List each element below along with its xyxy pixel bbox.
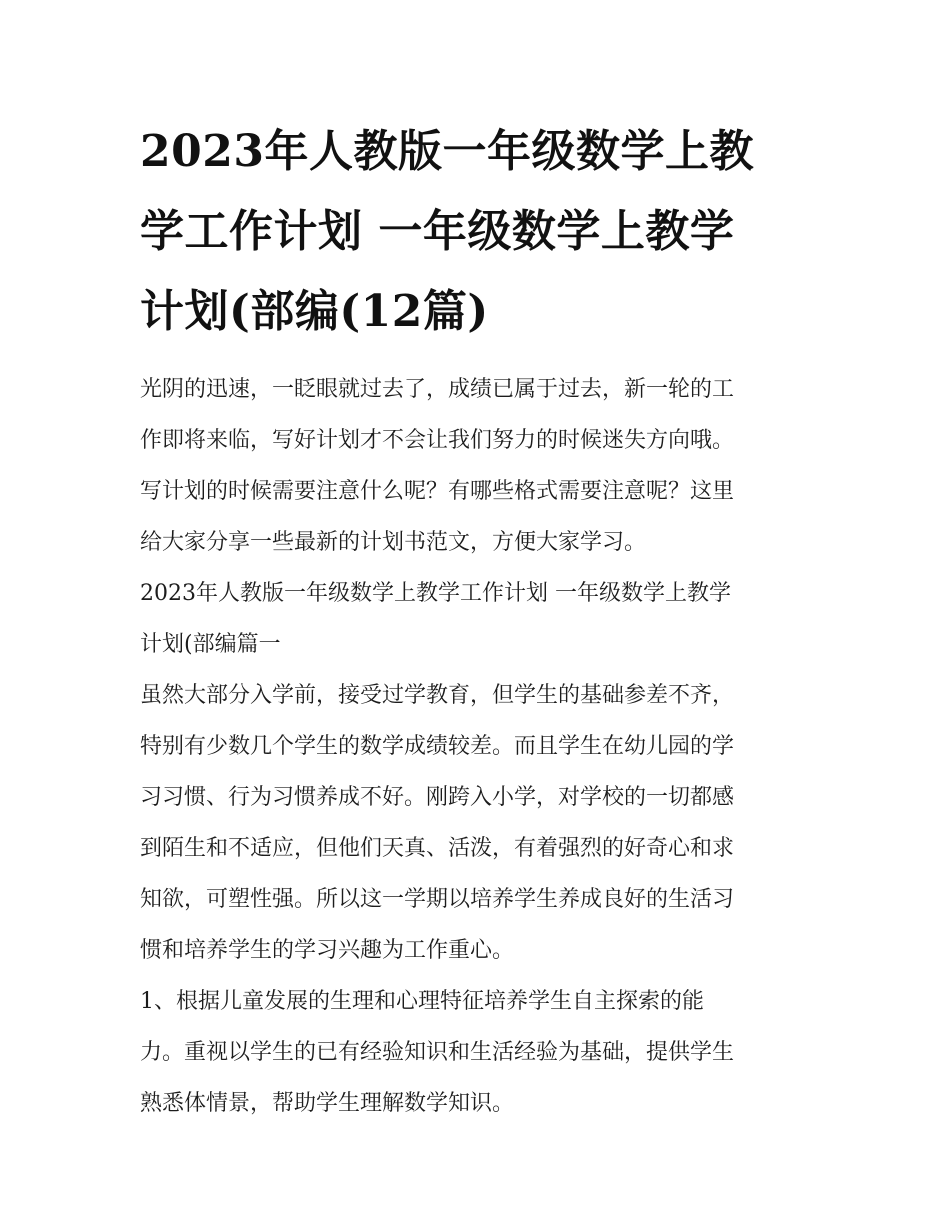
intro-line-3: 写计划的时候需要注意什么呢？有哪些格式需要注意呢？这里 xyxy=(140,479,735,504)
intro-line-4: 给大家分享一些最新的计划书范文，方便大家学习。 xyxy=(140,530,647,555)
title-line-2: 学工作计划 一年级数学上教学 xyxy=(140,206,735,257)
list-item-1-line-2: 力。重视以学生的已有经验知识和生活经验为基础，提供学生 xyxy=(140,1040,735,1065)
title-line-3: 计划(部编(12篇) xyxy=(140,286,489,337)
paragraph-line-3: 习习惯、行为习惯养成不好。刚跨入小学，对学校的一切都感 xyxy=(140,785,735,810)
paragraph-line-4: 到陌生和不适应，但他们天真、活泼，有着强烈的好奇心和求 xyxy=(140,836,735,861)
intro-line-1: 光阴的迅速，一眨眼就过去了，成绩已属于过去，新一轮的工 xyxy=(140,377,735,402)
paragraph-line-1: 虽然大部分入学前，接受过学教育，但学生的基础参差不齐， xyxy=(140,683,735,708)
paragraph-line-5: 知欲，可塑性强。所以这一学期以培养学生养成良好的生活习 xyxy=(140,887,735,912)
document-page xyxy=(140,112,812,1129)
paragraph-line-6: 惯和培养学生的学习兴趣为工作重心。 xyxy=(140,938,515,963)
list-item-1-line-3: 熟悉体情景，帮助学生理解数学知识。 xyxy=(140,1091,515,1116)
list-item-1-line-1: 1、根据儿童发展的生理和心理特征培养学生自主探索的能 xyxy=(140,989,704,1014)
title-line-1: 2023年人教版一年级数学上教 xyxy=(140,126,754,177)
document-title xyxy=(140,112,812,352)
document-body xyxy=(140,364,812,1129)
intro-line-2: 作即将来临，写好计划才不会让我们努力的时候迷失方向哦。 xyxy=(140,428,735,453)
paragraph-line-2: 特别有少数几个学生的数学成绩较差。而且学生在幼儿园的学 xyxy=(140,734,735,759)
section-heading-line-2: 计划(部编篇一 xyxy=(140,632,281,657)
section-heading-line-1: 2023年人教版一年级数学上教学工作计划 一年级数学上教学 xyxy=(140,581,731,606)
